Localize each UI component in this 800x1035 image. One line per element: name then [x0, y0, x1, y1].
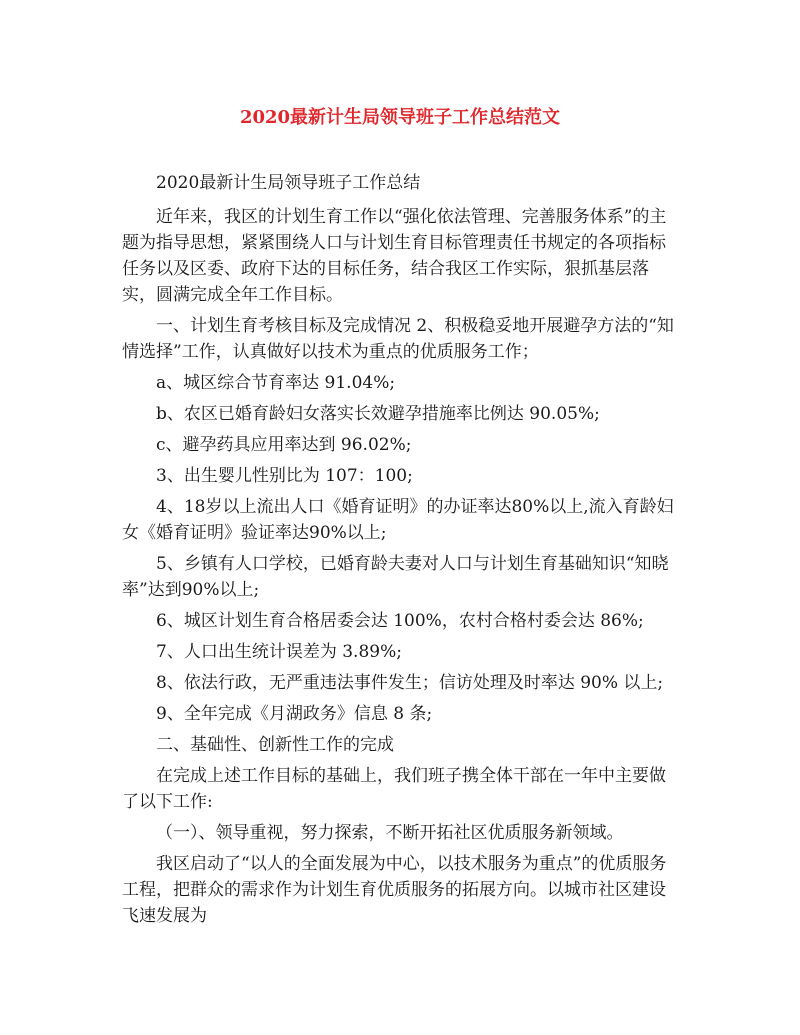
- paragraph: 我区启动了“以人的全面发展为中心，以技术服务为重点”的优质服务工程，把群众的需求作为计划生育优质服务的拓展方向。以城市社区建设飞速发展为: [122, 854, 667, 926]
- paragraph: 6、城区计划生育合格居委会达 100%，农村合格村委会达 86%;: [156, 611, 644, 631]
- paragraph: 7、人口出生统计误差为 3.89%;: [156, 642, 402, 662]
- paragraph: 5、乡镇有人口学校，已婚育龄夫妻对人口与计划生育基础知识“知晓率”达到90%以上;: [122, 554, 669, 600]
- paragraph: c、避孕药具应用率达到 96.02%;: [156, 435, 412, 455]
- subsection-heading: （一）、领导重视，努力探索，不断开拓社区优质服务新领域。: [156, 823, 624, 843]
- document-body: [122, 170, 678, 934]
- paragraph: 在完成上述工作目标的基础上，我们班子携全体干部在一年中主要做了以下工作:: [122, 766, 666, 812]
- paragraph: b、农区已婚育龄妇女落实长效避孕措施率比例达 90.05%;: [156, 404, 600, 424]
- paragraph: 3、出生婴儿性别比为 107：100;: [156, 466, 413, 486]
- paragraph: 8、依法行政，无严重违法事件发生；信访处理及时率达 90% 以上;: [156, 673, 664, 693]
- paragraph: 一、计划生育考核目标及完成情况 2、积极稳妥地开展避孕方法的“知情选择”工作，认真做好以技术为重点的优质服务工作；: [122, 316, 674, 362]
- paragraph: 近年来，我区的计划生育工作以“强化依法管理、完善服务体系”的主题为指导思想，紧紧围绕人口与计划生育目标管理责任书规定的各项指标任务以及区委、政府下达的目标任务，结合我区工作实际，狠抓基层落实，圆满完成全年工作目标。: [122, 207, 667, 305]
- paragraph: 9、全年完成《月湖政务》信息 8 条;: [156, 704, 433, 724]
- subtitle-paragraph: 2020最新计生局领导班子工作总结: [156, 173, 421, 193]
- section-heading: 二、基础性、创新性工作的完成: [156, 735, 394, 755]
- paragraph: a、城区综合节育率达 91.04%;: [156, 373, 396, 393]
- document-title: 2020最新计生局领导班子工作总结范文: [239, 107, 561, 128]
- paragraph: 4、18岁以上流出人口《婚育证明》的办证率达80%以上,流入育龄妇女《婚育证明》验证率达90%以上;: [122, 497, 674, 543]
